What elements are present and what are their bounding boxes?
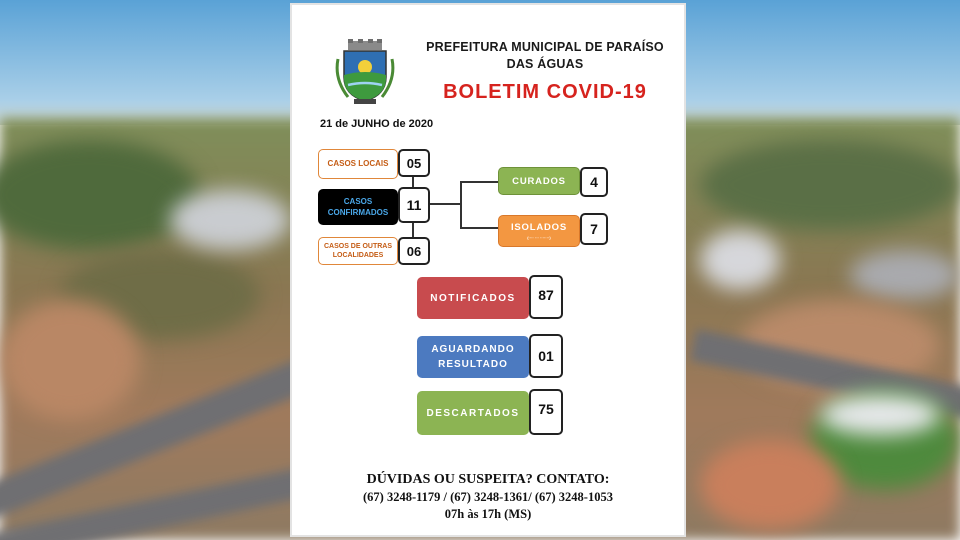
local-cases-value: 05 [398,149,430,177]
other-localities-value: 06 [398,237,430,265]
isolated-value: 7 [580,213,608,245]
confirmed-cases-label [318,189,398,225]
coat-of-arms-icon [334,39,396,105]
other-label-line-1: CASOS DE OUTRAS [323,243,393,250]
contact-phones: (67) 3248-1179 / (67) 3248-1361/ (67) 3248-1053 [363,490,613,504]
covid-bulletin-flyer [290,3,686,537]
connector-line [430,203,460,205]
cured-label: CURADOS [498,167,580,195]
awaiting-label-line-2: RESULTADO [438,359,508,370]
bulletin-title: BOLETIM COVID-19 [443,81,647,103]
contact-hours: 07h às 17h (MS) [444,507,532,521]
org-line-2: DAS ÁGUAS [506,57,584,71]
isolated-footnote: (···· ··· ·······) [527,235,551,240]
connector-line [412,223,414,237]
local-cases-label: CASOS LOCAIS [318,149,398,179]
other-label-line-2: LOCALIDADES [332,252,384,259]
other-localities-label [318,237,398,265]
connector-line [460,227,498,229]
contact-title: DÚVIDAS OU SUSPEITA? CONTATO: [366,472,610,487]
isolated-label-text: ISOLADOS [510,222,567,233]
cured-value: 4 [580,167,608,197]
notified-label: NOTIFICADOS [417,277,529,319]
confirmed-label-line-2: CONFIRMADOS [327,208,389,217]
confirmed-cases-value: 11 [398,187,430,223]
discarded-label: DESCARTADOS [417,391,529,435]
awaiting-result-label [417,336,529,378]
org-line-1: PREFEITURA MUNICIPAL DE PARAÍSO [426,40,664,54]
awaiting-label-line-1: AGUARDANDO [431,344,515,355]
confirmed-label-line-1: CASOS [343,197,373,206]
discarded-value: 75 [529,389,563,435]
bulletin-date: 21 de JUNHO de 2020 [320,118,434,130]
connector-line [460,181,462,229]
municipality-name [410,39,680,73]
notified-value: 87 [529,275,563,319]
awaiting-result-value: 01 [529,334,563,378]
isolated-label [498,215,580,247]
connector-line [460,181,498,183]
